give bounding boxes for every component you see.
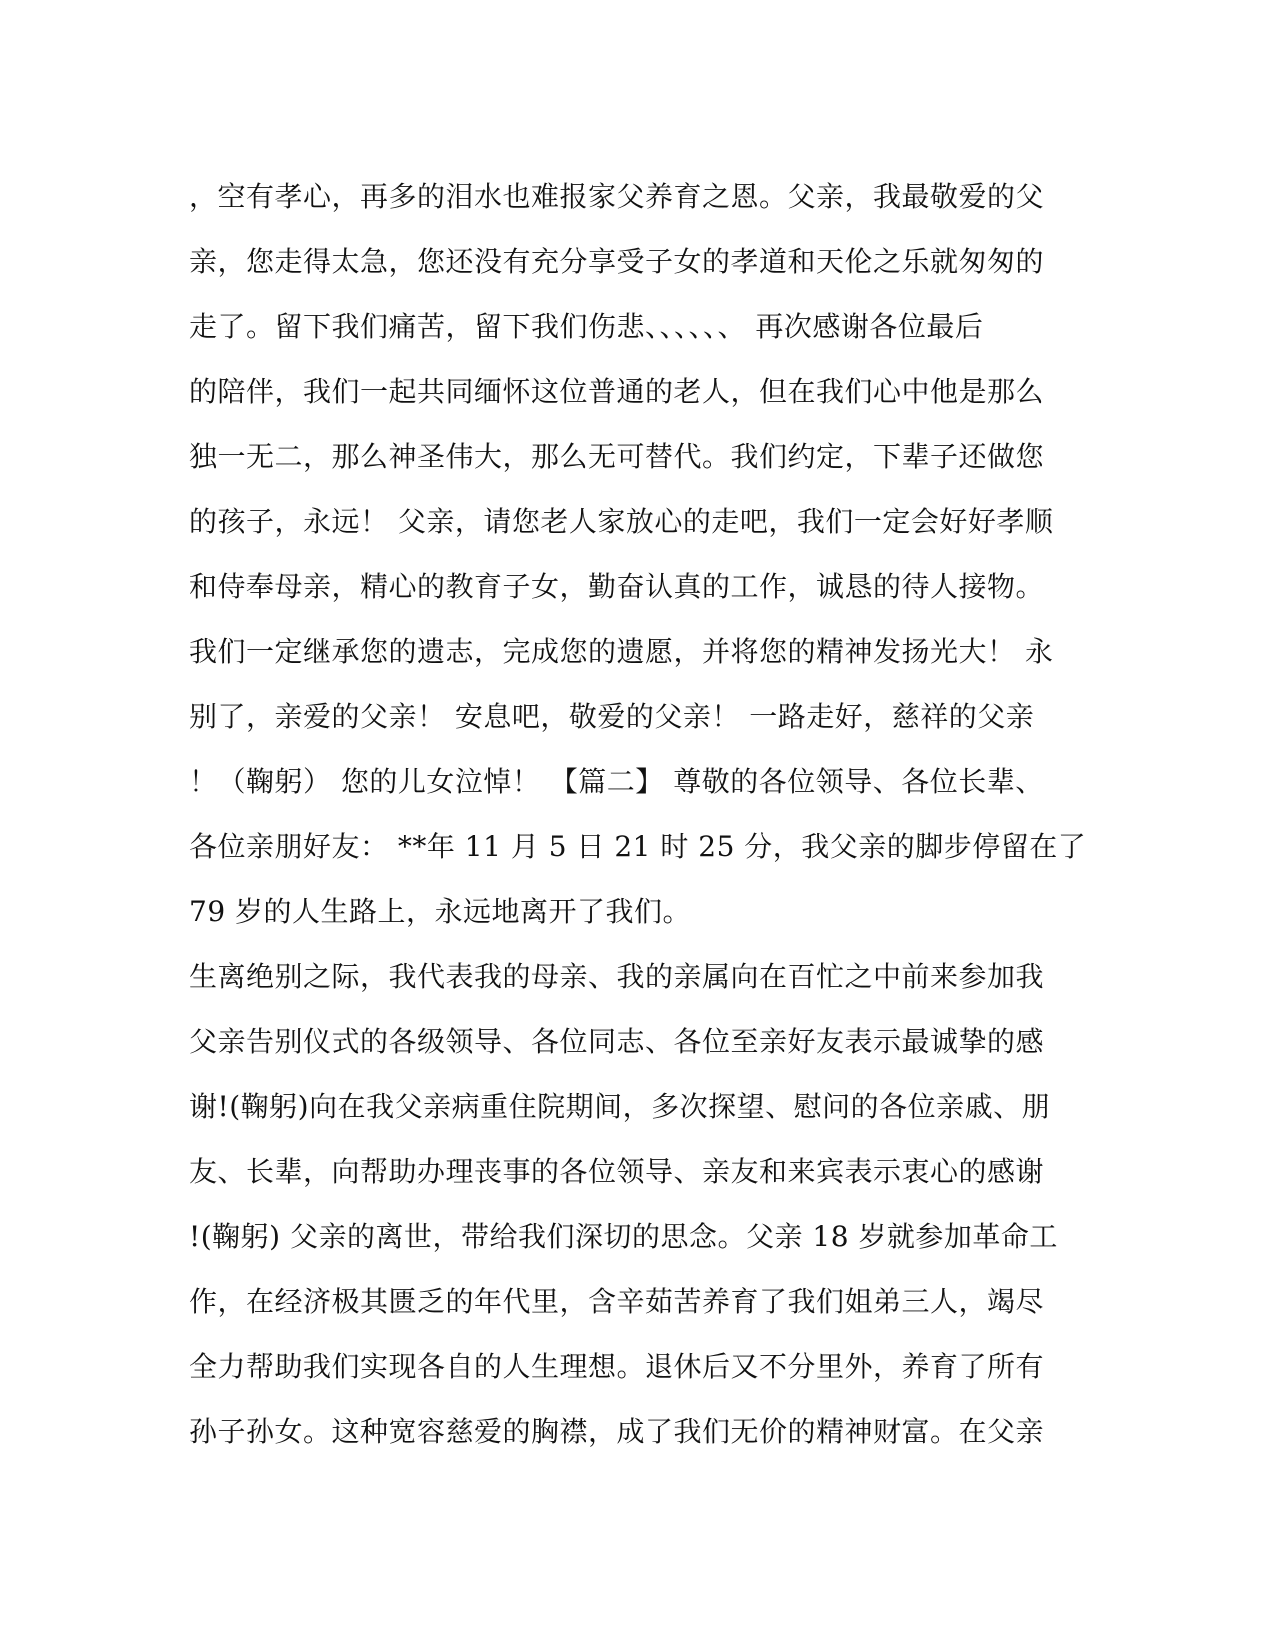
text-line: 我们一定继承您的遗志，完成您的遗愿，并将您的精神发扬光大！ 永 bbox=[189, 635, 1054, 668]
text-line: 亲，您走得太急，您还没有充分享受子女的孝道和天伦之乐就匆匆的 bbox=[189, 245, 1045, 278]
text-line: 的陪伴，我们一起共同缅怀这位普通的老人，但在我们心中他是那么 bbox=[189, 375, 1045, 408]
text-line: 谢!(鞠躬)向在我父亲病重住院期间，多次探望、慰问的各位亲戚、朋 bbox=[189, 1090, 1051, 1123]
document-body bbox=[189, 164, 1089, 1464]
text-line: 生离绝别之际，我代表我的母亲、我的亲属向在百忙之中前来参加我 bbox=[189, 960, 1045, 993]
text-line: 和侍奉母亲，精心的教育子女，勤奋认真的工作，诚恳的待人接物。 bbox=[189, 570, 1045, 603]
text-line: 孙子孙女。这种宽容慈爱的胸襟，成了我们无价的精神财富。在父亲 bbox=[189, 1415, 1045, 1448]
text-line: 独一无二，那么神圣伟大，那么无可替代。我们约定，下辈子还做您 bbox=[189, 440, 1045, 473]
text-line: 别了，亲爱的父亲！ 安息吧，敬爱的父亲！ 一路走好，慈祥的父亲 bbox=[189, 700, 1035, 733]
text-line: ！（鞠躬） 您的儿女泣悼！ 【篇二】 尊敬的各位领导、各位长辈、 bbox=[189, 765, 1044, 798]
text-line: 79 岁的人生路上，永远地离开了我们。 bbox=[189, 895, 692, 928]
text-line: 走了。留下我们痛苦，留下我们伤悲、、、、、、 再次感谢各位最后 bbox=[189, 310, 984, 343]
text-line: 友、长辈，向帮助办理丧事的各位领导、亲友和来宾表示衷心的感谢 bbox=[189, 1155, 1045, 1188]
text-line: 的孩子，永远！ 父亲，请您老人家放心的走吧，我们一定会好好孝顺 bbox=[189, 505, 1054, 538]
paragraph bbox=[189, 164, 1089, 944]
text-line: 作，在经济极其匮乏的年代里，含辛茹苦养育了我们姐弟三人，竭尽 bbox=[189, 1285, 1045, 1318]
text-line: ，空有孝心，再多的泪水也难报家父养育之恩。父亲，我最敬爱的父 bbox=[189, 180, 1045, 213]
text-line: 父亲告别仪式的各级领导、各位同志、各位至亲好友表示最诚挚的感 bbox=[189, 1025, 1045, 1058]
text-line: 全力帮助我们实现各自的人生理想。退休后又不分里外，养育了所有 bbox=[189, 1350, 1045, 1383]
paragraph bbox=[189, 944, 1089, 1464]
text-line: !(鞠躬) 父亲的离世，带给我们深切的思念。父亲 18 岁就参加革命工 bbox=[189, 1220, 1058, 1253]
text-line: 各位亲朋好友： **年 11 月 5 日 21 时 25 分，我父亲的脚步停留在了 bbox=[189, 830, 1087, 863]
